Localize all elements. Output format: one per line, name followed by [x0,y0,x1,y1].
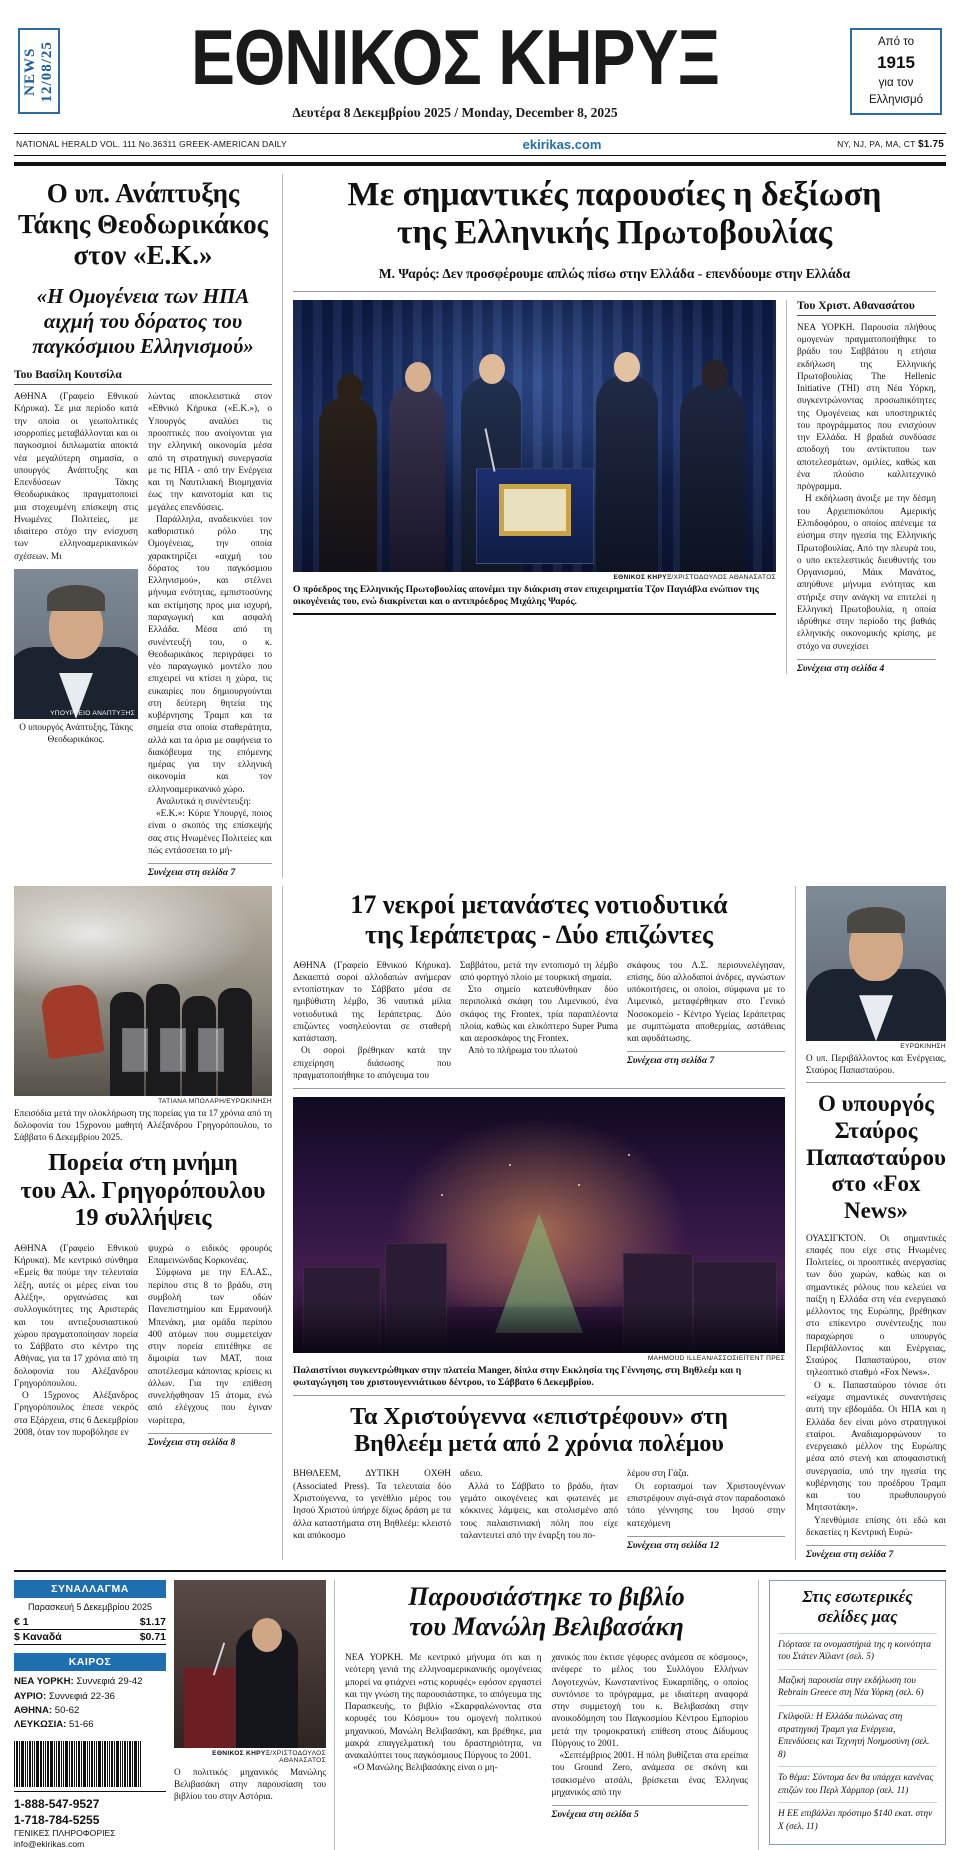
since-label-mid: για τον [878,77,914,90]
credit-person: /ΧΡΙΣΤΟΔΟΥΛΟΣ ΑΘΑΝΑΣΑΤΟΣ [671,573,776,581]
paper-title: ΕΘΝΙΚΟΣ ΚΗΡΥΞ [190,13,720,101]
bethlehem-headline-line1: Τα Χριστούγεννα «επιστρέφουν» στη [350,1403,728,1430]
paragraph: Ο κ. Παπασταύρου τόνισε ότι «είχαμε σημαντικές συναντήσεις αυτή την εβδομάδα. Οι ΗΠΑ και η Ελλάδα δεν είναι μόνο στρατηγικοί εταίροι. Αναδιαμορφώνουν το ενεργειακό μέλλον της Ευρώπης μέσα από στενή και αποφασιστική συνεργασία, υπό την ηγεσία της κυβέρνησης του προέδρου Τραμπ και του πρωθυπουργού Μητσοτάκη». [806,1380,946,1514]
news-date-badge [18,28,60,114]
riot-photo-caption: Επεισόδια μετά την ολοκλήρωση της πορείας για τα 17 χρόνια από τη δολοφονία του 15χρονου μαθητή Αλέξανδρου Γρηγορόπουλου, το Σάββατο 6 Δεκεμβρίου 2025. [14,1108,272,1143]
march-story [14,886,282,1560]
paragraph: Οι σοροί βρέθηκαν κατά την επιχείρηση διάσωσης που πραγματοποιήθηκε το απόγευμα του [293,1046,451,1081]
paper-date: Δευτέρα 8 Δεκεμβρίου 2025 / Monday, December 8, 2025 [292,104,618,120]
price-value: $1.75 [917,138,944,150]
lead-left-col2 [148,391,272,857]
photo-credit: ΥΠΟΥΡΓΕΙΟ ΑΝΑΠΤΥΞΗΣ [50,709,135,717]
book-story [334,1580,758,1850]
minister-headline[interactable] [806,1091,946,1224]
migrants-col1 [293,960,451,1083]
inner-pages-item[interactable]: Μαζική παρουσία στην εκδήλωση του Rebrain Greece στη Νέα Υόρκη (σελ. 6) [778,1669,937,1705]
weather-info: 51-66 [66,1719,94,1731]
fx-title: ΣΥΝΑΛΛΑΓΜΑ [14,1580,166,1598]
fx-label: $ Καναδά [14,1631,62,1644]
main-side-continued[interactable]: Συνέχεια στη σελίδα 4 [797,659,936,674]
info-label: ΓΕΝΙΚΕΣ ΠΛΗΡΟΦΟΡΙΕΣ [14,1828,116,1839]
book-headline-line2: του Μανώλη Βελιβασάκη [409,1612,684,1642]
march-col2 [148,1243,272,1427]
paragraph: ΑΘΗΝΑ (Γραφείο Εθνικού Κήρυκα). Σε μια περίοδο κατά την οποία οι γεωπολιτικές ισορροπίες μεταβάλλονται και οι παγκοσμιοί διπλωματία αποκτά νέα μεγαλύτερη σημασία, ο υπουργός Ανάπτυξης και Επενδύσεων Τάκης Θεοδωρικάκος πραγματοποιεί μια στοχευμένη επίσκεψη στις Ηνωμένες Πολιτείες, με ιδιαίτερο στόχο την ενίσχυση των ελληνοαμερικανικών σχέσεων. Μι [14,392,138,562]
book-photo [174,1580,326,1748]
barcode [14,1741,166,1787]
fx-value: $0.71 [139,1631,166,1644]
weather-city: ΑΥΡΙΟ: [14,1690,47,1702]
masthead [14,0,946,125]
main-side-body [797,322,936,653]
migrants-headline-line1: 17 νεκροί μετανάστες νοτιοδυτικά [350,890,728,920]
migrants-col3 [627,960,785,1046]
phone-primary[interactable]: 1-888-547-9527 [14,1796,100,1811]
news-badge-date: 12/08/25 [39,40,55,103]
main-story-column [282,174,946,879]
paragraph: «Ο Μανώλης Βελιβασάκης είναι ο μη- [353,1763,498,1774]
weather-city: ΑΘΗΝΑ: [14,1704,53,1716]
news-badge-label: NEWS [22,47,39,96]
paragraph: λέμου στη Γάζα. [627,1469,689,1480]
inner-pages-title: Στις εσωτερικές σελίδες μας [802,1587,913,1626]
gala-photo-credit [293,574,776,581]
paragraph: «Ε.Κ.»: Κύριε Υπουργέ, ποιος είναι ο σκοπός της επίσκεψής σας στις Ηνωμένες Πολιτείες και πώς εντάσσεται το μή- [148,809,272,857]
paragraph: Στο σημείο κατευθύνθηκαν δύο περιπολικά σκάφη του Λιμενικού, ένα σκάφος της Frontex, τρία παραπλέοντα πλοία, καθώς και ελικόπτερο Super Puma και αεροσκάφος της Frontex. [460,985,618,1045]
minister-photo-left [14,569,138,719]
march-headline-line1: Πορεία στη μνήμη [48,1150,238,1177]
march-col1 [14,1243,138,1439]
book-photo-credit [174,1750,326,1764]
inner-pages-column [758,1580,946,1850]
paragraph: ΑΘΗΝΑ (Γραφείο Εθνικού Κήρυκα). Δεκαεπτά σοροί αλλοδαπών ανήμεραν εντοπίστηκαν το Σάββατο μέσα σε ημιβύθιστη λέμβο, 36 ναυτικά μίλια νοτιοδυτικά της Ιεράπετρας. Δύο επιζώντες νοσηλεύονται σε σταθερή κατάσταση. [293,960,451,1045]
weather-item [14,1690,166,1704]
migrants-headline-line2: της Ιεράπετρας - Δύο επιζώντες [364,919,714,949]
paragraph: Οι εορτασμοί των Χριστουγέννων επιστρέφουν σιγά-σιγά στον παραδοσιακό τόπο γέννησης του Ιησού στην κατεχόμενη [627,1481,785,1529]
weather-city: ΛΕΥΚΩΣΙΑ: [14,1719,67,1731]
paragraph: σκάφους του Λ.Σ. περισυνελέγησαν, επίσης, δύο αλλοδαποί άνδρες, αγνώστων υπόκοιτήσεις, οι οποίοι, σύμφωνα με το Λιμενικό, μεταφέρθηκαν στο Γενικό Νοσοκομείο - Κέντρο Υγείας Ιεράπετρας με συμπτώματα αποθερμίας, αστάθειας και αφυδάτωσης. [627,960,785,1045]
fx-row [14,1615,166,1630]
weather-item [14,1704,166,1718]
riot-photo [14,886,272,1096]
paragraph: Σαββάτου, μετά την εντοπισμό τη λέμβο από φορτηγό πλοίο με τουρκική σημαία. [460,960,618,983]
minister-headline-line1: Ο υπουργός [818,1091,934,1117]
march-continued[interactable]: Συνέχεια στη σελίδα 8 [148,1433,272,1448]
minister-headline-line4: στο «Fox [831,1171,921,1197]
book-photo-caption: Ο πολιτικός μηχανικός Μανώλης Βελιβασάκη στην παρουσίαση του βιβλίου του στην Αστόρια. [174,1767,326,1802]
bethlehem-headline[interactable] [293,1404,785,1459]
minister-headline-line3: Παπασταύρου [806,1144,946,1170]
main-headline-line2: της Ελληνικής Πρωτοβουλίας [396,214,833,252]
lead-left-photo-caption: Ο υπουργός Ανάπτυξης, Τάκης Θεοδωρικάκος. [19,721,133,744]
weather-item [14,1675,166,1689]
main-headline-line1: Με σημαντικές παρουσίες η δεξίωση [347,175,882,213]
minister-continued[interactable]: Συνέχεια στη σελίδα 7 [806,1545,946,1560]
book-headline-line1: Παρουσιάστηκε το βιβλίο [408,1582,685,1612]
main-headline[interactable] [293,176,936,254]
weather-info: 50-62 [52,1704,80,1716]
book-col1 [345,1652,542,1775]
lead-left-byline: Του Βασίλη Κουτσίλα [14,369,272,385]
credit-brand: ΕΘΝΙΚΟΣ ΚΗΡΥΞ [212,1750,271,1758]
bottom-strip [14,1570,946,1850]
migrants-col2 [460,960,618,1058]
book-headline[interactable] [345,1582,748,1642]
lead-left-column [14,174,282,879]
lead-left-continued[interactable]: Συνέχεια στη σελίδα 7 [148,863,272,878]
website-link[interactable]: ekirikas.com [522,136,602,152]
paragraph: χανικός που έκτισε γέφυρες ανάμεσα σε κόσμους», ανέφερε το μέλος του Συλλόγου Ελλήνων Λογοτεχνών, Κωνσταντίνος Ευκαρπίδης, ο οποίος συντόνισε το πρόγραμμα, με ιδιαίτερη αναφορά στην συμμετοχή του κ. Βελιβασάκη στην ανοικοδόμηση του Παγκοσμίου Κέντρου Εμπορίου μετά την τρομοκρατική επίθεση στους Δίδυμους Πύργους το 2001. [551,1652,748,1749]
inner-pages-item[interactable]: Η ΕΕ επιβάλλει πρόστιμο $140 εκατ. στην X (σελ. 11) [778,1802,937,1838]
paragraph: ΝΕΑ ΥΟΡΚΗ. Παρουσία πλήθους ομογενών πραγματοποιήθηκε το βράδυ του Σαββάτου η ετήσια εκδήλωση της Ελληνικής Πρωτοβουλίας The Hellenic Initiative (THI) στη Νέα Υόρκη, συγκεντρώνοντας προσωπικότητες της Ομογένειας και υποστηρικτές του προγράμματος που ενισχύουν την Ελλάδα. Η βραδιά συνδύασε αποδοχή του αντίκτυπου των αποτελεσμάτων, ομιλίες, καθώς και ένα πλούσιο καλλιτεχνικό πρόγραμμα. [797,322,936,493]
weather-item [14,1718,166,1732]
bethlehem-headline-line2: Βηθλεέμ μετά από 2 χρόνια πολέμου [354,1431,724,1458]
minister-headline-line2: Σταύρος [834,1117,918,1143]
paragraph: Υπενθύμισε επίσης ότι εδώ και δεκαετίες η Κεντρική Ευρώ- [806,1515,946,1538]
paragraph: Αλλά το Σάββατο το βράδυ, ήταν γεμάτο οικογένειες και φωτεινές με κόκκινες λάμψεις, και στολισμένο από τους παλαιστινιακή πόλη που είχε ταλαντευτεί από την έναρξη του πο- [460,1481,618,1541]
march-headline[interactable] [14,1150,272,1233]
main-side-byline: Του Χριστ. Αθανασάτου [797,300,936,316]
fx-row [14,1630,166,1645]
price-info [837,139,944,150]
since-label-bottom: Ελληνισμό [869,94,923,106]
middle-band [14,886,946,1560]
weather-title: ΚΑΙΡΟΣ [14,1653,166,1671]
fx-label: € 1 [14,1616,29,1629]
lead-left-subhead: «Η Ομογένεια των ΗΠΑ αιχμή του δόρατος του παγκόσμιου Ελληνισμού» [32,283,254,358]
minister-photo-caption: Ο υπ. Περιβάλλοντος και Ενέργειας, Σταύρος Παπασταύρου. [806,1053,946,1083]
paragraph: Παράλληλα, αναδεικνύει τον καθοριστικό ρόλο της Ομογένειας, την οποία χαρακτηρίζει «αιχμή του δόρατος του παγκόσμιου Ελληνισμού», και στέλνει μήνυμα ενότητας, εμπιστοσύνης και εκτίμησης προς μια ισχυρή, παραγωγική και ασφαλή Ελλάδα. Μέσα από τη συνέντευξή του, ο κ. Θεοδωρικάκος περιγράφει το νέο παραγωγικό μοντέλο που επιχειρεί να κτίσει η χώρα, τις ευκαιρίες που δημιουργούνται στη δεύτερη θητεία της κυβέρνησης Τραμπ και τα σημεία στα οποία σταθεράτητα, αλλά και τα όρια με σαφήνεια το διακόβευμα της επόμενης ημέρας για την ελληνική οικονομία και τον ελληνοαμερικανικό χώρο. [148,514,272,795]
paragraph: ΝΕΑ ΥΟΡΚΗ. Με κεντρικό μήνυμα ότι και η νεότερη γενιά της ελληνοαμερικανικής ομογένειας μπορεί να φτιάχνει «στις κορυφές» εφόσον εργαστεί και την γνώση της παρουσιάστηκε, το απόγευμα της Παρασκευής, το βιβλίο «Σκαρφαλώνοντας στα κορυφές του Κόσμου» του ομογενή πολιτικού μηχανικού, Μανώλη Βελιβασάκη, και βρέθηκε, μια μακρά επαγγελματική του δραστηριότητα, να ανακαλύπτει τους παγκόσμιους Πύργους το 2001. [345,1652,542,1762]
minister-photo [806,886,946,1041]
paragraph: ΟΥΑΣΙΓΚΤΟΝ. Οι σημαντικές επαφές που είχε στις Ηνωμένες Πολιτείες, οι προοπτικές ανεργασίας των δύο χωρών, καθώς και οι σημαντικές ρόλους που κελεύει να παίξη η Ελλάδα στη νέα ενεργειακό μέλλοντος της Ευρώπης, βρέθηκαν στο επίκεντρο συνέντευξης που παραχώρησε ο υπουργός Περιβάλλοντος και Ενέργειας, Σταύρος Παπασταύρου, στον τηλεοπτικό σταθμό «Fox News». [806,1233,946,1379]
credit-brand: ΕΘΝΙΚΟΣ ΚΗΡΥΞ [613,573,672,581]
fx-date: Παρασκευή 5 Δεκεμβρίου 2025 [28,1602,152,1613]
fx-weather-box [14,1580,174,1850]
masthead-center [60,13,850,121]
inner-pages-item[interactable]: Γιόρτασε τα ονομαστήριά της η κοινότητα του Στάτεν Άϊλαντ (σελ. 5) [778,1633,937,1669]
minister-photo-credit: ΕΥΡΩΚΙΝΗΣΗ [900,1043,946,1051]
inner-pages-item[interactable]: Το θέμα: Σύντομα δεν θα υπάρχει κανένας επιζών του Περλ Χάρμπορ (σελ. 11) [778,1766,937,1802]
inner-pages-box [769,1580,946,1845]
gala-photo [293,300,776,572]
bethlehem-col1 [293,1468,451,1542]
center-stories [282,886,796,1560]
weather-info: Συννεφιά 29-42 [73,1676,143,1688]
contact-email[interactable]: info@ekirikas.com [14,1839,85,1850]
migrants-headline[interactable] [293,890,785,949]
march-headline-line2: του Αλ. Γρηγορόπουλου [20,1177,266,1204]
bethlehem-continued[interactable]: Συνέχεια στη σελίδα 12 [627,1536,785,1551]
lead-left-col1 [14,391,138,563]
book-col2 [552,1652,749,1799]
info-bar [14,133,946,156]
main-subhead: Μ. Ψαρός: Δεν προσφέρουμε απλώς πίσω στην Ελλάδα - επενδύουμε στην Ελλάδα [293,265,936,292]
paragraph: αδειο. [460,1469,483,1480]
paragraph: ΑΘΗΝΑ (Γραφείο Εθνικού Κήρυκα). Με κεντρικό σύνθημα «Εμείς θα πούμε την τελευταία λέξη, αυτές οι μέρες είναι του Αλέξη», οργανώσεις και συλλογικότητες της Αριστεράς και του αντιεξουσιαστικού χώρου πραγματοποίησαν πορεία το Σάββατο στο κέντρο της Αθήνας, για τα 17 χρόνια από τη δολοφονία του Αλέξανδρου Γρηγορόπουλου. [14,1243,138,1389]
minister-body [806,1233,946,1540]
paragraph: Σύμφωνα με την ΕΛ.ΑΣ., περίπου στις 8 το βράδυ, στη συμβολή των οδών Πανεπιστημίου και Εμμανουήλ Μπενάκη, μια ομάδα περίπου 400 ατόμων που συμμετείχαν στην πορεία επιτέθηκε σε διμοιρία των ΜΑΤ, ποια αποτέλεσμα κάποντας κρίσεις κι άλλων. Για την επίθεση συνελήφθησαν 15 άτομα, ενώ από ελέγχους που έγιναν νωρίτερα, [148,1268,272,1426]
inner-pages-item[interactable]: Γκίλφοϊλ: Η Ελλάδα πυλώνας στη στρατηγική Τραμπ για Ενέργεια, Επενδύσεις και Τεχνητή Νοημοσύνη (σελ. 8) [778,1705,937,1766]
since-year: 1915 [877,52,915,72]
fx-value: $1.17 [139,1616,166,1629]
bethlehem-photo-credit: MAHMOUD ILLEAN/ΑΣΣΟΣΙΕΪΤΕΝΤ ΠΡΕΣ [647,1355,785,1363]
migrants-continued[interactable]: Συνέχεια στη σελίδα 7 [627,1051,785,1066]
weather-city: ΝΕΑ ΥΟΡΚΗ: [14,1676,74,1688]
since-label-top: Από το [878,36,914,49]
book-photo-column [174,1580,334,1850]
bethlehem-col3 [627,1468,785,1529]
paragraph: λώντας αποκλειστικά στον «Εθνικό Κήρυκα («Ε.Κ.»), ο Υπουργός αναλύει τις προοπτικές που ανοίγονται για την ελληνική οικονομία μέσα από τη στρατηγική συνεργασία με τις ΗΠΑ - από την Ενέργεια και τη Ναυτιλιακή Βιομηχανία έως την καινοτομία και τις μεγάλες επενδύσεις. [148,392,272,513]
minister-headline-line5: News» [844,1197,908,1223]
price-states: NY, NJ, PA, MA, CT [837,138,918,149]
paragraph: Από το πλήρωμα του πλωτού [468,1046,578,1057]
paragraph: ΒΗΘΛΕΕΜ, ΔΥΤΙΚΗ ΟΧΘΗ (Associated Press). Τα τελευταία δύο Χριστούγεννα, το γενέθλιο μέρος του Ιησού Χριστού ύπήρχε δίχως δράση με τα άλλα καταστήματα στη Βηθλεέμ: κλειστό και απόκοσμο [293,1469,451,1541]
gala-photo-caption: Ο πρόεδρος της Ελληνικής Πρωτοβουλίας απονέμει την διάκριση στον επιχειρηματία Τζον Παγιάβλα ενώπιον της οικογένειάς του, ενώ διακρίνεται και ο αντιπρόεδρος Μιχάλης Ψαρός. [293,584,776,616]
riot-photo-credit: ΤΑΤΙΑΝΑ ΜΠΟΛΑΡΗ/ΕΥΡΩΚΙΝΗΣΗ [158,1098,272,1106]
weather-list [14,1675,166,1733]
paragraph: Η εκδήλωση άνοιξε με την δέσμη του Αρχιεπισκόπου Αμερικής Ελπιδοφόρου, ο οποίος απένειμε τα εύσημα στην ηγεσία της Ελληνικής Πρωτοβουλίας. Από την πλευρά του, ο υπο εκτελεστικός διευθυντής του Οργανισμού, Μάικ Μανάτος, απηύθυνε μήνυμα ενότητας και στήριξε στην ανάγκη να επιτελεί η Ελληνική Πρωτοβουλία, η οποία ιδρύθηκε στην περίοδο της βαθιάς ελληνικής οικονομικής κρίσης, με στόχο να συνεχίσει [797,494,936,652]
bethlehem-photo [293,1097,785,1353]
paragraph: ψυχρώ ο ειδικός φρουρός Επαμεινώνδας Κορκονέας. [148,1243,272,1267]
paragraph: Αναλυτικά η συνέντευξη: [156,796,252,807]
top-rule [14,162,946,166]
book-continued[interactable]: Συνέχεια στη σελίδα 5 [552,1805,749,1820]
paragraph: «Σεπτέμβριος 2001. Η πόλη βυθίζεται στα ερείπια του Ground Zero, ανάμεσα σε σκόνη και τσακισμένο ατσάλι, βρίσκεται ένας Έλληνας μηχανικός από την [551,1751,748,1798]
credit-person: /ΧΡΙΣΤΟΔΟΥΛΟΣ ΑΘΑΝΑΣΑΤΟΣ [270,1750,326,1765]
march-headline-line3: 19 συλλήψεις [74,1205,212,1232]
paragraph: Ο 15χρονος Αλέξανδρος Γρηγορόπουλος έπεσε νεκρός στα Εξάρχεια, στις 6 Δεκεμβρίου 2008, όταν τον πυροβόλησε εν [14,1391,138,1438]
publication-info: NATIONAL HERALD VOL. 111 No.36311 GREEK-AMERICAN DAILY [16,139,287,150]
bethlehem-col2 [460,1468,618,1542]
since-badge [850,28,942,115]
bethlehem-photo-caption: Παλαιστίνιοι συγκεντρώθηκαν στην πλατεία Manger, δίπλα στην Εκκλησία της Γέννησης, στη Βηθλεέμ και η φωταγώγηση του χριστουγεννιάτικου δέντρου, το Σάββατο 6 Δεκεμβρίου. [293,1365,785,1396]
minister-story [796,886,946,1560]
weather-info: Συννεφιά 22-36 [46,1690,116,1702]
contact-block [14,1791,166,1850]
top-area [14,174,946,879]
lead-left-headline[interactable]: Ο υπ. Ανάπτυξης Τάκης Θεοδωρικάκος στον «Ε.Κ.» [17,177,269,271]
phone-secondary[interactable]: 1-718-784-5255 [14,1812,100,1827]
